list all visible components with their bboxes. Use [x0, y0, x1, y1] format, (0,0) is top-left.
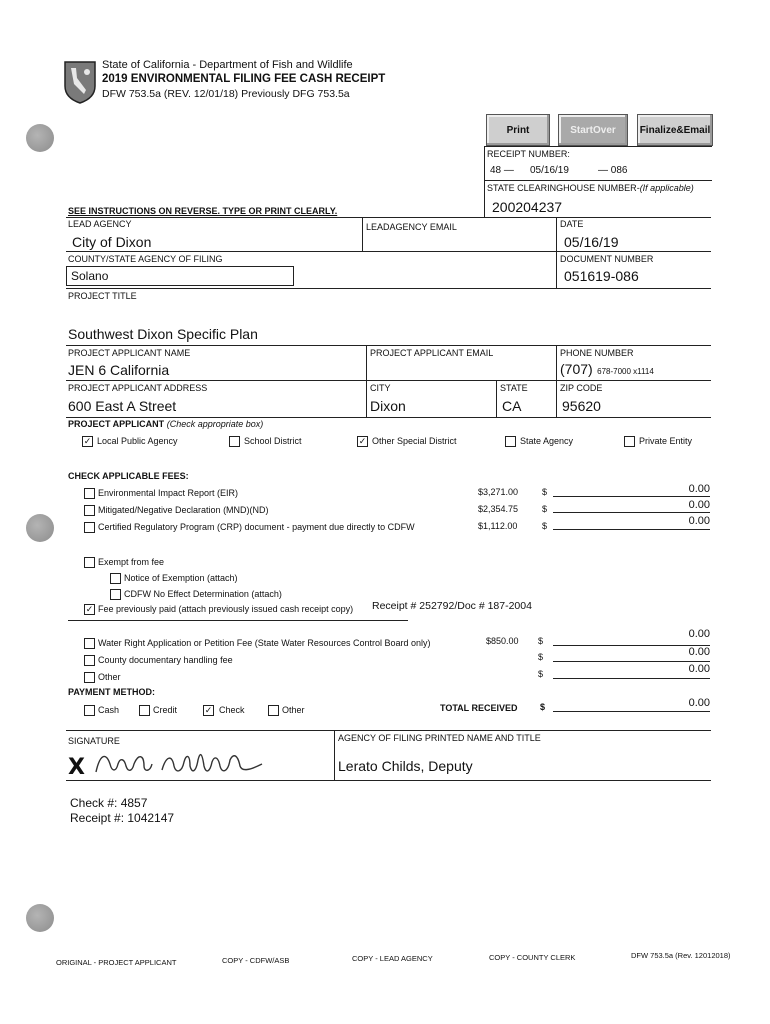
county-value: Solano: [71, 269, 109, 283]
checkbox-water-right[interactable]: [84, 638, 95, 649]
fee-crp-amount[interactable]: 0.00: [688, 515, 710, 527]
fee-water-right-currency: $: [538, 636, 544, 646]
checkbox-school-district[interactable]: [229, 436, 240, 447]
checkbox-eir[interactable]: [84, 488, 95, 499]
checkbox-credit[interactable]: [139, 705, 150, 716]
fees-heading: CHECK APPLICABLE FEES:: [68, 471, 189, 481]
applicant-name-value[interactable]: JEN 6 California: [68, 362, 170, 378]
phone-value[interactable]: (707) 678-7000 x1114: [560, 361, 654, 377]
fee-water-right-amount[interactable]: 0.00: [688, 628, 710, 640]
checkbox-cash[interactable]: [84, 705, 95, 716]
handwritten-signature[interactable]: [92, 742, 272, 782]
date-value[interactable]: 05/16/19: [564, 234, 619, 250]
fee-eir-amount[interactable]: 0.00: [688, 483, 710, 495]
footer-copy-lead-agency: COPY - LEAD AGENCY: [352, 954, 433, 963]
fee-mnd-currency: $: [542, 504, 548, 514]
checkbox-mnd[interactable]: [84, 505, 95, 516]
zip-value[interactable]: 95620: [562, 398, 601, 414]
fee-mnd-amount[interactable]: 0.00: [688, 499, 710, 511]
footer-form-id: DFW 753.5a (Rev. 12012018): [631, 951, 731, 960]
signature-label: SIGNATURE: [68, 736, 120, 746]
payment-method-heading: PAYMENT METHOD:: [68, 687, 156, 697]
checkbox-fee-previously-paid[interactable]: ✓: [85, 604, 94, 614]
project-title-label: PROJECT TITLE: [68, 291, 137, 301]
checkbox-payment-other[interactable]: [268, 705, 279, 716]
city-label: CITY: [370, 383, 391, 393]
fee-water-right-rate: $850.00: [486, 636, 519, 646]
instructions: SEE INSTRUCTIONS ON REVERSE. TYPE OR PRINT CLEARLY.: [68, 206, 338, 216]
previous-receipt-number: Receipt # 252792/Doc # 187-2004: [372, 600, 532, 612]
checkbox-county-handling[interactable]: [84, 655, 95, 666]
receipt-number-suffix: — 086: [598, 165, 628, 176]
total-received-amount[interactable]: 0.00: [688, 697, 710, 709]
total-currency: $: [540, 702, 546, 712]
start-over-button[interactable]: StartOver: [558, 114, 628, 146]
fee-county-handling-currency: $: [538, 652, 544, 662]
agency-header: State of California - Department of Fish and Wildlife: [102, 59, 353, 71]
document-number-label: DOCUMENT NUMBER: [560, 254, 654, 264]
footer-original: ORIGINAL - PROJECT APPLICANT: [56, 958, 177, 967]
fee-county-handling-amount[interactable]: 0.00: [688, 646, 710, 658]
lead-agency-email-label: LEADAGENCY EMAIL: [366, 222, 457, 232]
fee-other-currency: $: [538, 669, 544, 679]
state-label: STATE: [500, 383, 528, 393]
checkbox-other-special-district[interactable]: ✓: [358, 436, 367, 446]
receipt-number-prefix: 48 —: [490, 165, 514, 176]
checkbox-private-entity[interactable]: [624, 436, 635, 447]
check-number-note: Check #: 4857: [70, 796, 148, 810]
agency-name-title-label: AGENCY OF FILING PRINTED NAME AND TITLE: [338, 733, 541, 743]
form-title: 2019 ENVIRONMENTAL FILING FEE CASH RECEIPT: [102, 73, 386, 85]
fee-eir-rate: $3,271.00: [478, 487, 519, 497]
checkbox-exempt[interactable]: [84, 557, 95, 568]
city-value[interactable]: Dixon: [370, 398, 406, 414]
fee-eir-currency: $: [542, 487, 548, 497]
footer-copy-cdfw: COPY - CDFW/ASB: [222, 956, 290, 965]
lead-agency-label: LEAD AGENCY: [68, 219, 132, 229]
receipt-number-date: 05/16/19: [530, 165, 569, 176]
fee-mnd-rate: $2,354.75: [478, 504, 519, 514]
clearinghouse-label: STATE CLEARINGHOUSE NUMBER-(If applicable): [487, 183, 694, 193]
document-number-value[interactable]: 051619-086: [564, 268, 639, 284]
state-value[interactable]: CA: [502, 398, 522, 414]
printed-name-title[interactable]: Lerato Childs, Deputy: [338, 758, 473, 774]
county-field[interactable]: [66, 266, 294, 286]
address-label: PROJECT APPLICANT ADDRESS: [68, 383, 208, 393]
date-label: DATE: [560, 219, 584, 229]
checkbox-other-fee[interactable]: [84, 672, 95, 683]
fee-other-amount[interactable]: 0.00: [688, 663, 710, 675]
zip-label: ZIP CODE: [560, 383, 603, 393]
applicant-email-label: PROJECT APPLICANT EMAIL: [370, 348, 494, 358]
fee-crp-rate: $1,112.00: [478, 521, 518, 531]
hole-punch: [26, 904, 54, 932]
hole-punch: [26, 124, 54, 152]
checkbox-notice-of-exemption[interactable]: [110, 573, 121, 584]
total-received-label: TOTAL RECEIVED: [440, 703, 518, 713]
signature-x-mark: X: [68, 755, 85, 780]
checkbox-state-agency[interactable]: [505, 436, 516, 447]
form-revision: DFW 753.5a (REV. 12/01/18) Previously DFG 753.5a: [102, 88, 350, 100]
state-seal-icon: [62, 60, 98, 104]
receipt-number-label: RECEIPT NUMBER:: [487, 149, 570, 159]
lead-agency-value[interactable]: City of Dixon: [72, 234, 152, 250]
phone-label: PHONE NUMBER: [560, 348, 634, 358]
applicant-type-heading: PROJECT APPLICANT (Check appropriate box): [68, 419, 264, 429]
checkbox-local-public-agency[interactable]: ✓: [83, 436, 92, 446]
applicant-name-label: PROJECT APPLICANT NAME: [68, 348, 191, 358]
receipt-number-note: Receipt #: 1042147: [70, 811, 175, 825]
checkbox-crp[interactable]: [84, 522, 95, 533]
print-button[interactable]: Print: [486, 114, 550, 146]
checkbox-check[interactable]: ✓: [204, 705, 213, 715]
county-label: COUNTY/STATE AGENCY OF FILING: [68, 254, 223, 264]
clearinghouse-number: 200204237: [492, 199, 563, 215]
finalize-email-button[interactable]: Finalize&Email: [637, 114, 713, 146]
footer-copy-county-clerk: COPY - COUNTY CLERK: [489, 953, 576, 962]
fee-crp-currency: $: [542, 521, 548, 531]
project-title-value[interactable]: Southwest Dixon Specific Plan: [68, 326, 258, 342]
hole-punch: [26, 514, 54, 542]
checkbox-no-effect[interactable]: [110, 589, 121, 600]
address-value[interactable]: 600 East A Street: [68, 398, 177, 414]
